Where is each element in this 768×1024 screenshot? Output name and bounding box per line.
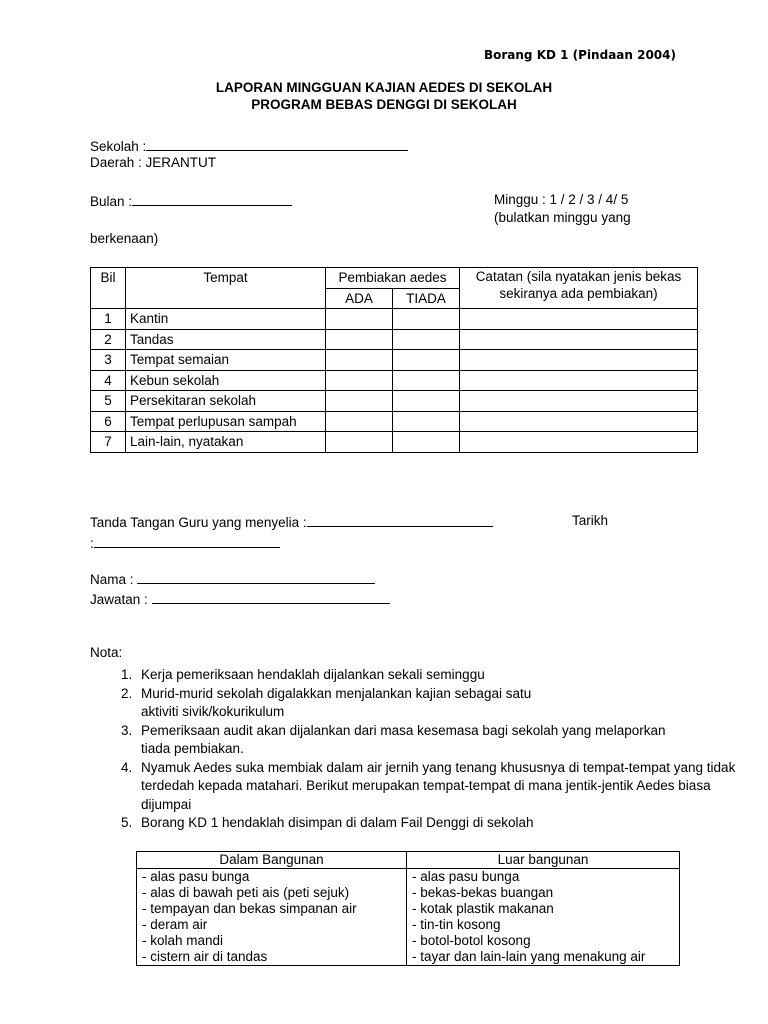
header-catatan-line2: sekiranya ada pembiakan) <box>499 286 658 301</box>
table-row <box>91 411 698 432</box>
program-title: PROGRAM BEBAS DENGGI DI SEKOLAH <box>251 97 517 112</box>
list-item: - tempayan dan bekas simpanan air <box>142 901 357 916</box>
list-item: - kotak plastik makanan <box>412 901 554 916</box>
catatan-cell[interactable] <box>460 309 698 330</box>
header-bil: Bil <box>91 268 126 309</box>
row-number: 7 <box>91 432 126 453</box>
month-label: Bulan : <box>90 194 133 209</box>
list-item: - tin-tin kosong <box>412 917 501 932</box>
header-tiada: TIADA <box>393 288 460 309</box>
table-row <box>91 432 698 453</box>
inspection-table <box>90 267 698 453</box>
tiada-cell[interactable] <box>393 329 460 350</box>
catatan-cell[interactable] <box>460 391 698 412</box>
row-place: Kebun sekolah <box>126 370 326 391</box>
row-place: Tempat perlupusan sampah <box>126 411 326 432</box>
position-field[interactable] <box>90 590 390 607</box>
position-label: Jawatan : <box>90 592 152 607</box>
name-blank[interactable] <box>137 570 375 584</box>
week-hint: (bulatkan minggu yang <box>494 210 631 225</box>
row-number: 5 <box>91 391 126 412</box>
list-item: - deram air <box>142 917 208 932</box>
week-hint-continued: berkenaan) <box>90 231 159 246</box>
indoor-header: Dalam Bangunan <box>137 852 407 869</box>
header-catatan-line1: Catatan (sila nyatakan jenis bekas <box>475 269 682 284</box>
tiada-cell[interactable] <box>393 432 460 453</box>
form-code: Borang KD 1 (Pindaan 2004) <box>483 48 676 62</box>
ada-cell[interactable] <box>326 350 393 371</box>
note-item: 5. Borang KD 1 hendaklah disimpan di dalam Fail Denggi di sekolah <box>136 814 736 833</box>
ada-cell[interactable] <box>326 309 393 330</box>
list-item: - cistern air di tandas <box>142 949 268 964</box>
catatan-cell[interactable] <box>460 370 698 391</box>
notes-heading: Nota: <box>90 645 123 660</box>
school-blank[interactable] <box>146 137 408 151</box>
note-item: 4. Nyamuk Aedes suka membiak dalam air jernih yang tenang khususnya di tempat-tempat yang tidak terdedah kepada matahari. Berikut merupakan tempat-tempat di mana jentik-jentik Aedes biasa dijumpai <box>136 759 736 815</box>
header-pembiakan: Pembiakan aedes <box>326 268 460 289</box>
list-item: - bekas-bekas buangan <box>412 885 554 900</box>
note-item: 3. Pemeriksaan audit akan dijalankan dari masa kesemasa bagi sekolah yang melaporkan tiada pembiakan. <box>136 722 686 759</box>
name-label: Nama : <box>90 572 138 587</box>
row-place: Tandas <box>126 329 326 350</box>
table-row <box>91 350 698 371</box>
signature-field[interactable] <box>90 513 493 530</box>
catatan-cell[interactable] <box>460 350 698 371</box>
indoor-list <box>137 869 407 966</box>
table-row <box>91 370 698 391</box>
week-label: Minggu : 1 / 2 / 3 / 4/ 5 <box>494 192 629 207</box>
ada-cell[interactable] <box>326 411 393 432</box>
date-colon: : <box>90 536 94 551</box>
table-row <box>91 309 698 330</box>
tiada-cell[interactable] <box>393 309 460 330</box>
row-number: 6 <box>91 411 126 432</box>
report-title: LAPORAN MINGGUAN KAJIAN AEDES DI SEKOLAH <box>215 80 553 95</box>
outdoor-list <box>407 869 680 966</box>
row-number: 4 <box>91 370 126 391</box>
position-blank[interactable] <box>152 590 390 604</box>
date-label: Tarikh <box>572 513 609 528</box>
row-number: 2 <box>91 329 126 350</box>
list-item: - kolah mandi <box>142 933 224 948</box>
row-place: Tempat semaian <box>126 350 326 371</box>
tiada-cell[interactable] <box>393 370 460 391</box>
row-place: Persekitaran sekolah <box>126 391 326 412</box>
date-blank[interactable] <box>94 534 280 548</box>
date-field[interactable] <box>90 534 280 551</box>
ada-cell[interactable] <box>326 432 393 453</box>
list-item: - alas pasu bunga <box>142 869 250 884</box>
notes-list <box>90 666 736 833</box>
name-field[interactable] <box>90 570 375 587</box>
tiada-cell[interactable] <box>393 391 460 412</box>
list-item: - botol-botol kosong <box>412 933 531 948</box>
row-number: 1 <box>91 309 126 330</box>
tiada-cell[interactable] <box>393 411 460 432</box>
list-item: - tayar dan lain-lain yang menakung air <box>412 949 646 964</box>
catatan-cell[interactable] <box>460 432 698 453</box>
note-item: 2. Murid-murid sekolah digalakkan menjalankan kajian sebagai satu aktiviti sivik/kokurikulum <box>136 685 561 722</box>
catatan-cell[interactable] <box>460 411 698 432</box>
month-blank[interactable] <box>132 192 292 206</box>
row-number: 3 <box>91 350 126 371</box>
ada-cell[interactable] <box>326 329 393 350</box>
tiada-cell[interactable] <box>393 350 460 371</box>
note-item: 1. Kerja pemeriksaan hendaklah dijalankan sekali seminggu <box>136 666 736 685</box>
signature-blank[interactable] <box>307 513 493 527</box>
breeding-locations-table <box>136 851 680 966</box>
table-row <box>91 329 698 350</box>
school-field[interactable] <box>90 137 408 154</box>
ada-cell[interactable] <box>326 391 393 412</box>
row-place: Kantin <box>126 309 326 330</box>
table-row <box>91 391 698 412</box>
signature-label: Tanda Tangan Guru yang menyelia : <box>90 515 307 530</box>
catatan-cell[interactable] <box>460 329 698 350</box>
district-label: Daerah : JERANTUT <box>90 155 217 170</box>
list-item: - alas pasu bunga <box>412 869 520 884</box>
list-item: - alas di bawah peti ais (peti sejuk) <box>142 885 350 900</box>
header-ada: ADA <box>326 288 393 309</box>
ada-cell[interactable] <box>326 370 393 391</box>
row-place: Lain-lain, nyatakan <box>126 432 326 453</box>
header-tempat: Tempat <box>126 268 326 309</box>
school-label: Sekolah : <box>90 139 147 154</box>
header-catatan <box>460 268 698 309</box>
month-field[interactable] <box>90 192 292 209</box>
outdoor-header: Luar bangunan <box>407 852 680 869</box>
